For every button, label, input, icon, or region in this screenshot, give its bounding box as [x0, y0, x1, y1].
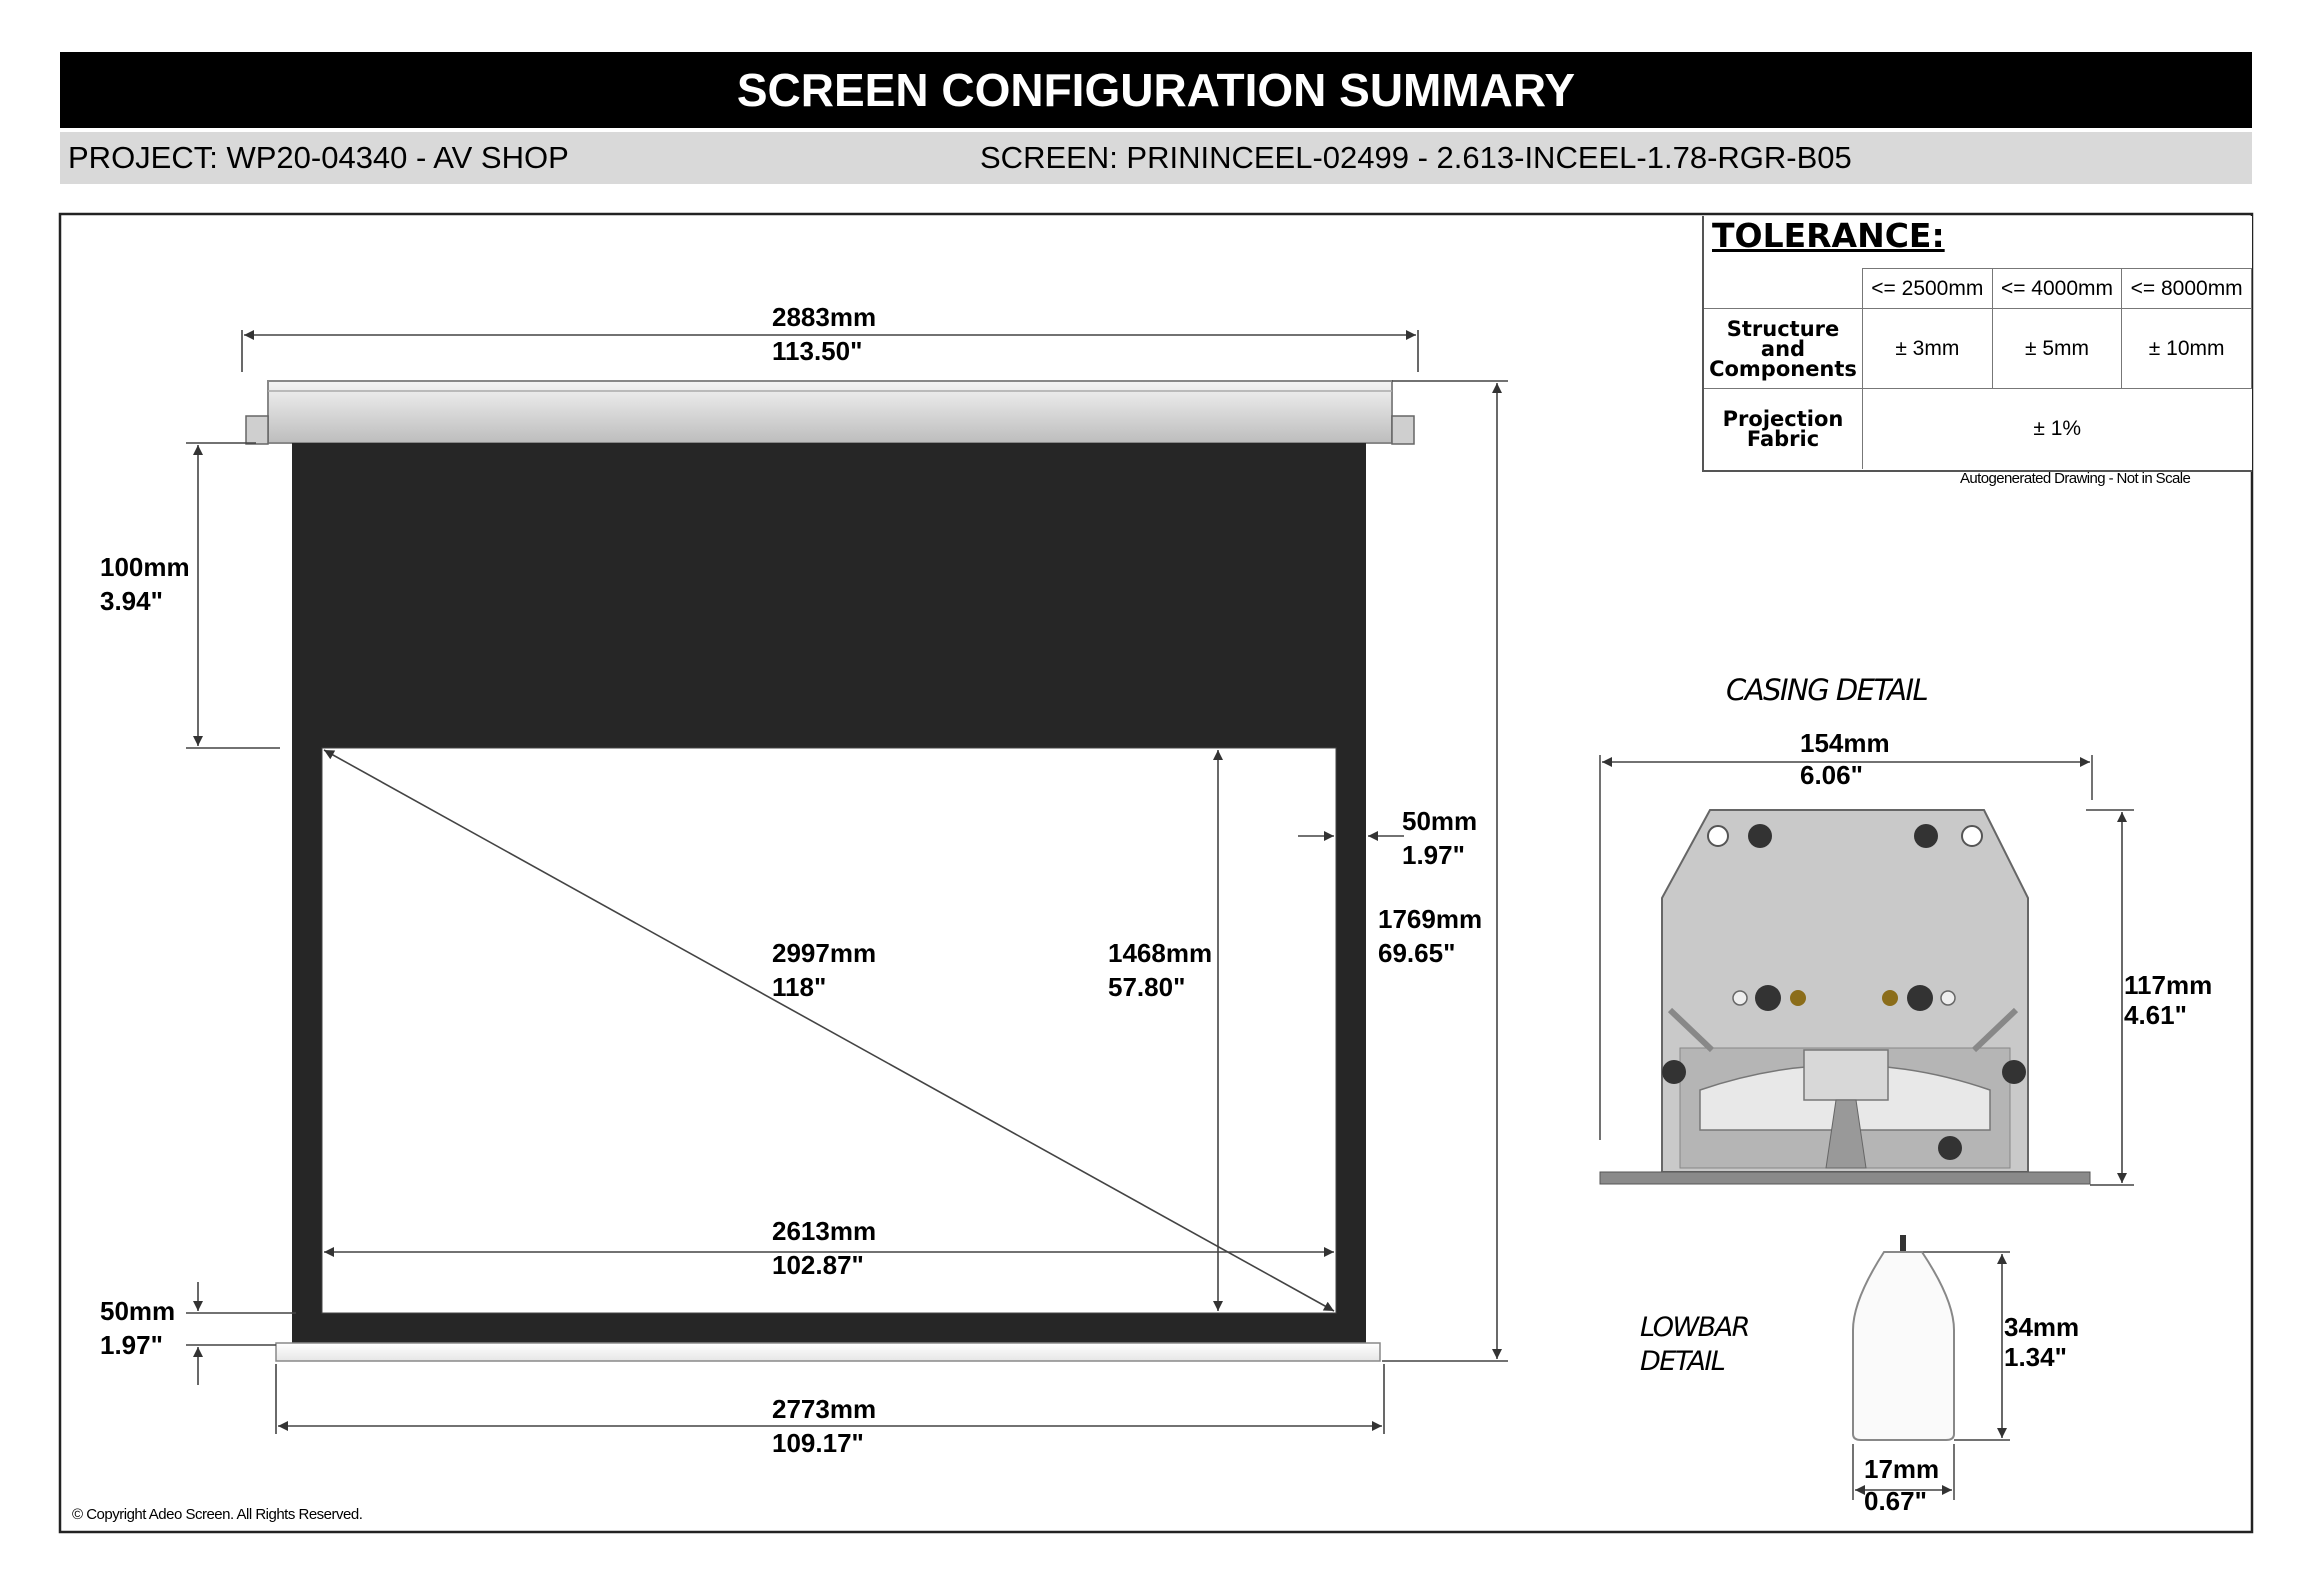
- lowbar-detail-width-in: 0.67": [1864, 1486, 1927, 1516]
- project-label: PROJECT: WP20-04340 - AV SHOP: [68, 140, 569, 175]
- image-height-in: 57.80": [1108, 972, 1186, 1002]
- lowbar-width-mm: 2773mm: [772, 1394, 877, 1424]
- image-width-mm: 2613mm: [772, 1216, 877, 1246]
- tolerance-col-1: <= 4000mm: [1992, 269, 2122, 309]
- diagonal-in: 118": [772, 972, 827, 1002]
- casing-detail-width-mm: 154mm: [1800, 728, 1890, 758]
- screen-casing: [246, 381, 1414, 444]
- side-border-in: 1.97": [1402, 840, 1465, 870]
- casing-detail-width-in: 6.06": [1800, 760, 1863, 790]
- fabric-row-label: [1704, 389, 1863, 469]
- image-height-mm: 1468mm: [1108, 938, 1213, 968]
- lowbar-detail-width-mm: 17mm: [1864, 1454, 1940, 1484]
- tolerance-table: [1702, 216, 2252, 472]
- casing-detail-label: CASING DETAIL: [1726, 673, 1928, 707]
- lowbar-detail-label-1: LOWBAR: [1640, 1312, 1749, 1343]
- page-title: SCREEN CONFIGURATION SUMMARY: [60, 52, 2252, 128]
- image-width-in: 102.87": [772, 1250, 864, 1280]
- casing-width-mm: 2883mm: [772, 302, 877, 332]
- total-height-in: 69.65": [1378, 938, 1456, 968]
- casing-width-in: 113.50": [772, 336, 863, 366]
- lowbar-detail-height-mm: 34mm: [2004, 1312, 2080, 1342]
- fabric-value: ± 1%: [1863, 389, 2252, 469]
- side-border-mm: 50mm: [1402, 806, 1478, 836]
- lowbar-detail-height-in: 1.34": [2004, 1342, 2067, 1372]
- structure-value-1: ± 5mm: [1992, 309, 2122, 389]
- tolerance-col-2: <= 8000mm: [2122, 269, 2252, 309]
- fabric-label-1: Projection: [1722, 406, 1844, 431]
- bottom-border-mm: 50mm: [100, 1296, 176, 1326]
- top-drop-mm: 100mm: [100, 552, 190, 582]
- fabric-label-2: Fabric: [1746, 426, 1820, 451]
- screen-label: SCREEN: PRININCEEL-02499 - 2.613-INCEEL-1.78-RGR-B05: [980, 140, 1852, 175]
- total-height-mm: 1769mm: [1378, 904, 1483, 934]
- top-drop-in: 3.94": [100, 586, 163, 616]
- structure-label-1: Structure and: [1726, 316, 1840, 361]
- structure-value-2: ± 10mm: [2122, 309, 2252, 389]
- copyright-text: © Copyright Adeo Screen. All Rights Reserved.: [72, 1506, 363, 1523]
- diagonal-mm: 2997mm: [772, 938, 877, 968]
- casing-detail-height-in: 4.61": [2124, 1000, 2187, 1030]
- casing-detail-drawing: [1600, 755, 2134, 1185]
- lowbar: [276, 1343, 1380, 1361]
- casing-detail-height-mm: 117mm: [2124, 970, 2213, 1000]
- autogenerated-note: Autogenerated Drawing - Not in Scale: [1960, 470, 2191, 487]
- lowbar-detail-label-2: DETAIL: [1640, 1346, 1725, 1377]
- tolerance-empty-cell: [1704, 269, 1863, 309]
- bottom-border-in: 1.97": [100, 1330, 163, 1360]
- structure-label-2: Components: [1709, 356, 1857, 381]
- lowbar-width-in: 109.17": [772, 1428, 864, 1458]
- structure-value-0: ± 3mm: [1863, 309, 1993, 389]
- tolerance-title: TOLERANCE:: [1712, 216, 1945, 255]
- structure-row-label: [1704, 309, 1863, 389]
- tolerance-grid: [1704, 268, 2252, 469]
- tolerance-col-0: <= 2500mm: [1863, 269, 1993, 309]
